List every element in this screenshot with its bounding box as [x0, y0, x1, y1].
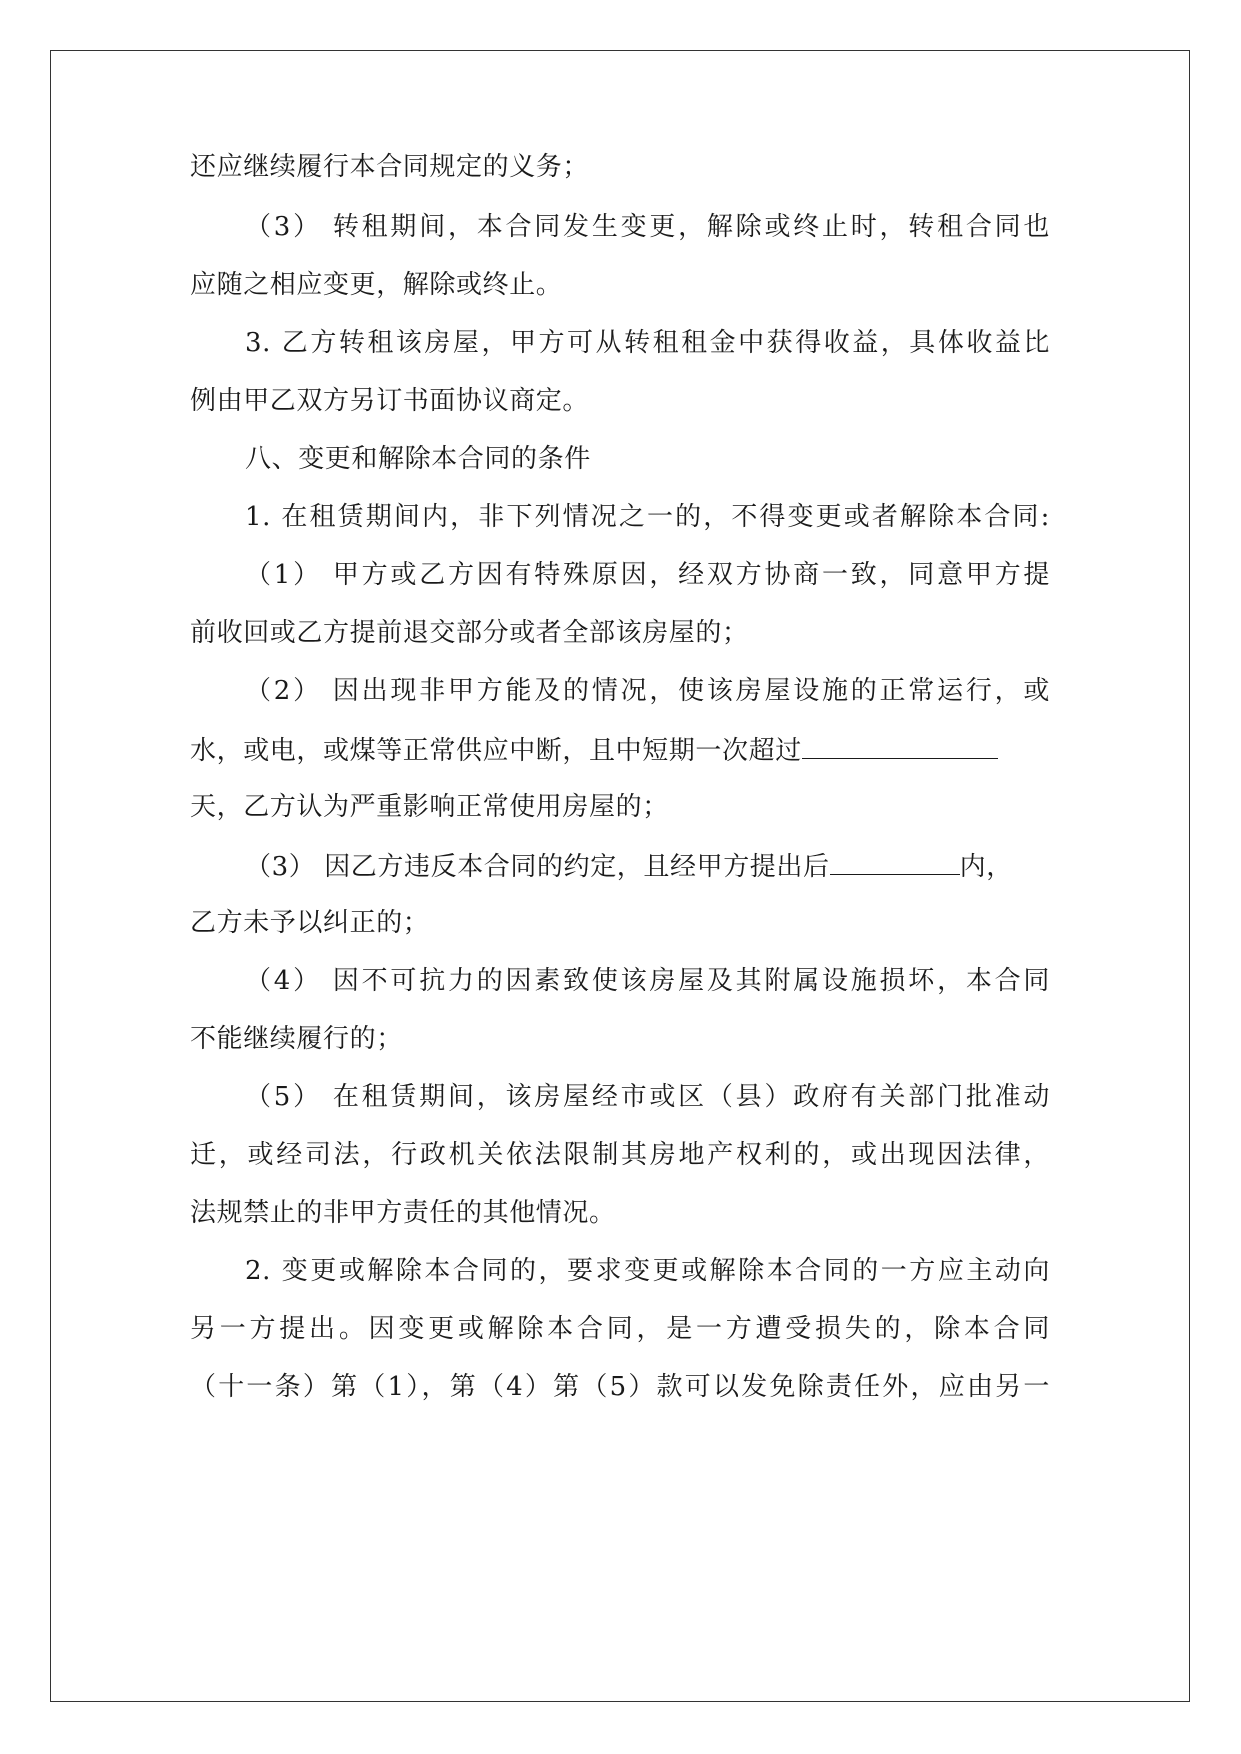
text-line: 例由甲乙双方另订书面协议商定。 [190, 386, 590, 416]
text-line: 2. 变更或解除本合同的，要求变更或解除本合同的一方应主动向 [245, 1256, 1050, 1286]
text-line-with-blank [190, 732, 1050, 768]
fill-in-blank [830, 848, 960, 875]
text-line: 迁，或经司法，行政机关依法限制其房地产权利的，或出现因法律， [190, 1140, 1050, 1170]
text-segment: 内， [959, 852, 1013, 882]
text-line: 乙方未予以纠正的； [190, 908, 430, 938]
fill-in-blank [802, 732, 998, 759]
text-line: 应随之相应变更，解除或终止。 [190, 270, 563, 300]
text-line: 不能继续履行的； [190, 1024, 403, 1054]
text-line: （1） 甲方或乙方因有特殊原因，经双方协商一致，同意甲方提 [245, 560, 1050, 590]
text-line: 天，乙方认为严重影响正常使用房屋的； [190, 792, 669, 822]
text-line: （4） 因不可抗力的因素致使该房屋及其附属设施损坏，本合同 [245, 966, 1050, 996]
text-segment: （3） 因乙方违反本合同的约定，且经甲方提出后 [245, 852, 830, 882]
text-line: 1. 在租赁期间内，非下列情况之一的，不得变更或者解除本合同: [245, 502, 1050, 532]
text-line-with-blank [245, 848, 1050, 884]
text-line: （5） 在租赁期间，该房屋经市或区（县）政府有关部门批准动 [245, 1082, 1050, 1112]
section-heading: 八、变更和解除本合同的条件 [245, 444, 591, 474]
text-line: 前收回或乙方提前退交部分或者全部该房屋的； [190, 618, 749, 648]
text-line: 还应继续履行本合同规定的义务； [190, 152, 590, 182]
text-line: 法规禁止的非甲方责任的其他情况。 [190, 1198, 616, 1228]
text-line: 另一方提出。因变更或解除本合同，是一方遭受损失的，除本合同 [190, 1314, 1050, 1344]
text-line: （2） 因出现非甲方能及的情况，使该房屋设施的正常运行，或 [245, 676, 1050, 706]
text-segment: 水，或电，或煤等正常供应中断，且中短期一次超过 [190, 736, 802, 766]
text-line: （3） 转租期间，本合同发生变更，解除或终止时，转租合同也 [245, 212, 1050, 242]
text-line: （十一条）第（1），第（4）第（5）款可以发免除责任外，应由另一 [190, 1372, 1050, 1402]
text-line: 3. 乙方转租该房屋，甲方可从转租租金中获得收益，具体收益比 [245, 328, 1050, 358]
